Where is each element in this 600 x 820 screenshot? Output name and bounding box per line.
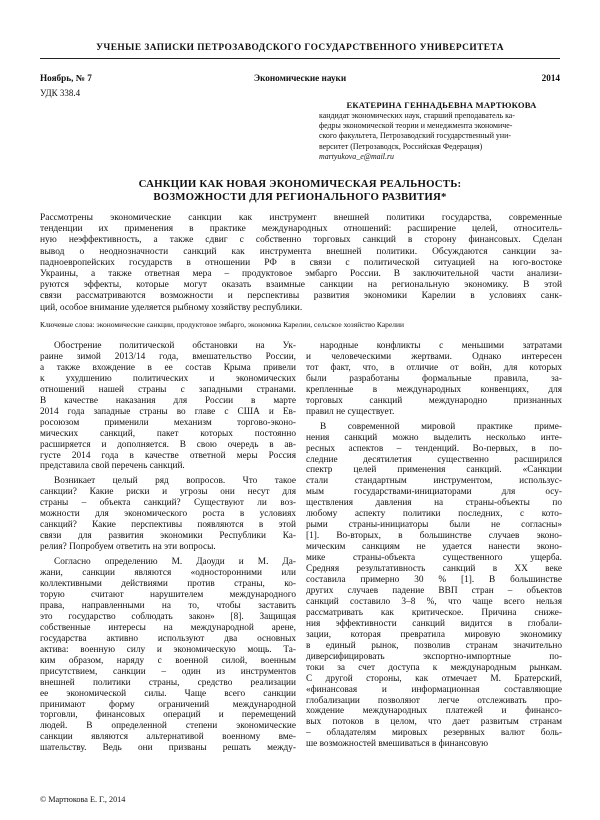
body-text-line: коллективными действиями против страны, ко- (40, 579, 296, 590)
keywords: Ключевые слова: экономические санкции, продуктовое эмбарго, экономика Карелии, сельское хозяйство Карелии (40, 320, 405, 329)
body-text-line: Обострение политической обстановки на Ук- (54, 341, 296, 351)
body-text-line: густе 2014 года в качестве ответной меры Россия (40, 450, 296, 461)
body-text-line: рассматривать как критическое. Причина сниже- (306, 607, 562, 618)
body-text-line: мических санкций, пакет которых постоянно (40, 428, 296, 439)
body-text-line: других случаев падение ВВП стран – объектов (306, 585, 562, 596)
body-text-line: страны – объекта санкций? Существуют ли воз- (40, 498, 296, 509)
copyright-notice: © Мартюкова Е. Г., 2014 (40, 795, 126, 804)
body-text-line: актива: военную силу и экономическую мощь. Та- (40, 644, 296, 655)
body-text-line: ществления давления на страны-объекты по (306, 498, 562, 509)
body-text-line: Согласно определению М. Даоуди и М. Да- (54, 557, 296, 568)
author-email: martyukova_e@mail.ru (319, 151, 394, 161)
body-text-line: ния эффективности санкций видится в глобали- (306, 618, 562, 629)
issue-line (40, 73, 560, 85)
abstract-line: Украины, а также ответная мера – продуктовое эмбарго России. В заключительной части анализи- (40, 269, 562, 280)
body-text-line: стали стандартным инструментом, использус- (306, 476, 562, 487)
body-text-line: нения санкций можно выделить несколько инте- (306, 432, 562, 443)
body-text-line: правил не существует. (306, 406, 395, 417)
body-text-line: можности для экономического роста в условиях (40, 509, 296, 520)
body-text-line: крепленные в международных конвенциях, для (306, 384, 562, 395)
body-text-line: внешней политики страны, средство реализации (40, 677, 296, 688)
body-text-line: это государство соблюдать закон» [8]. Защищая (40, 611, 296, 622)
body-text-line: зации, которая превратила мировую экономику (306, 629, 562, 640)
abstract-line: ную неэффективность, а также сдвиг с собственно торговых санкций в сторону финансовых. Сделан (40, 235, 562, 246)
body-text-line: ким образом, наряду с военной силой, военным (40, 655, 296, 666)
author-block (319, 100, 564, 162)
body-text-line: торговли, финансовых операций и перемещений (40, 710, 296, 721)
body-text-line: диверсифицировать экспортно-импортные по- (306, 651, 562, 662)
body-text-line: торую считают нарушителем международного (40, 589, 296, 600)
body-text-line: С другой стороны, как отмечает М. Братерский, (306, 673, 562, 684)
body-text-line: росоюзом применили механизм торгово-эконо- (40, 417, 296, 428)
body-text-line: любому аспекту политики последних, с кото- (306, 509, 562, 520)
body-text-line: связи для развития экономики Республики Ка- (40, 531, 296, 542)
body-text-line: и человеческими жертвами. Однако интересен (306, 351, 562, 362)
author-name: ЕКАТЕРИНА ГЕННАДЬЕВНА МАРТЮКОВА (346, 100, 537, 110)
body-text-line: ее экономической силы. Чаще всего санкции (40, 688, 296, 699)
issue-number: Ноябрь, № 7 (40, 73, 92, 83)
abstract-line: связи рассматриваются возможности и перспективы развития экономики Карелии в условиях санк- (40, 291, 562, 302)
abstract-line: тенденции их применения в практике международных отношений: расширение целей, относитель- (40, 224, 562, 235)
body-text-line: народные конфликты с меньшими затратами (320, 341, 562, 351)
body-text-line: мым государствами-инициаторами для осу- (306, 487, 562, 498)
body-text-line: жани, санкции являются «односторонними или (40, 568, 296, 579)
abstract-line: руются эффекты, которые могут оказать взаимные санкции на региональную экономику. В этой (40, 280, 562, 291)
author-affiliation-line: ского факультета, Петрозаводский государственный уни- (319, 131, 511, 141)
body-text-line: в единый рынок, позволив странам значительно (306, 640, 562, 651)
article-title-line: ВОЗМОЖНОСТИ ДЛЯ РЕГИОНАЛЬНОГО РАЗВИТИЯ* (153, 190, 447, 203)
body-text-line: санкций? Какие перспективы появляются в этой (40, 520, 296, 531)
section-name: Экономические науки (253, 73, 347, 83)
article-title (60, 178, 540, 203)
body-text-line: тот факт, что, в отличие от войн, для которых (306, 362, 562, 373)
body-text-line: хождение международных платежей и финансо- (306, 706, 562, 717)
body-text-line: к ухудшению политических и экономических (40, 373, 296, 384)
body-text-line: Возникает целый ряд вопросов. Что такое (54, 476, 296, 487)
article-title-line: САНКЦИИ КАК НОВАЯ ЭКОНОМИЧЕСКАЯ РЕАЛЬНОСТЬ: (138, 178, 462, 190)
body-text-line: В современной мировой практике приме- (320, 421, 562, 432)
abstract-line: вывод о неоднозначности санкций как инструмента внешней политики. Обсуждаются санкции за- (40, 246, 562, 257)
body-text-line: [1]. Во-вторых, в большинстве случаев эконо- (306, 531, 562, 542)
body-text-line: Средняя результативность санкций в XX веке (306, 564, 562, 575)
body-text-line: спектр целей применения санкций. «Санкции (306, 465, 562, 476)
body-text-line: присутствием, санкции – один из инструментов (40, 666, 296, 677)
body-text-line: В качестве наказания для России в марте (40, 395, 296, 406)
abstract-line: Рассмотрены экономические санкции как инструмент внешней политики государства, современные (40, 213, 562, 223)
body-text-line: «финансовая и информационная составляющие (306, 684, 562, 695)
udc-code: УДК 338.4 (40, 88, 81, 98)
author-affiliation-line: кандидат экономических наук, старший преподаватель ка- (319, 111, 515, 120)
body-text-line: следние десятилетия существенно расширился (306, 454, 562, 465)
body-text-line: релия? Попробуем ответить на эти вопросы. (40, 542, 216, 553)
abstract-line: падноевропейских государств в отношении РФ в связи с политической ситуацией на юго-востоке (40, 257, 562, 268)
body-text-line: расширяется и дополняется. В свою очередь в ав- (40, 439, 296, 450)
body-text-line: права, направленными на то, чтобы заставить (40, 600, 296, 611)
body-text-line: составила примерно 30 % [1]. В большинстве (306, 575, 562, 586)
body-text-line: собственные интересы на международной арене, (40, 622, 296, 633)
issue-year: 2014 (541, 73, 560, 83)
body-text-line: людей. В определенной степени экономические (40, 721, 296, 732)
body-text-line: раине зимой 2013/14 года, вмешательство России, (40, 351, 296, 362)
body-text-line: торговых санкций международно признанных (306, 395, 562, 406)
body-text-line: рыми страны-инициаторы были не согласны» (306, 520, 562, 531)
body-text-line: а также вхождение в ее состав Крыма привели (40, 362, 296, 373)
author-affiliation-line: верситет (Петрозаводск, Российская Федерация) (319, 141, 483, 151)
body-text-line: 2014 года западные страны во главе с США и Ев- (40, 406, 296, 417)
body-text-line: санкций составило 3–8 %, что чаще всего нельзя (306, 596, 562, 607)
left-column (40, 341, 296, 754)
body-text-line: санкции? Какие риски и угрозы они несут для (40, 487, 296, 498)
body-text-line: токи за счет доступа к международным рынкам. (306, 662, 562, 673)
body-text-line: мике страны-объекта существенного ущерба. (306, 553, 562, 564)
body-text-line: – обладателям мировых резервных валют боль- (306, 728, 562, 739)
header-rule (40, 58, 560, 59)
body-text-line: глобализации позволяют легче отслеживать про- (306, 695, 562, 706)
body-text-line: принимают форму ограничений международной (40, 699, 296, 710)
body-text-line: отношений нашей страны с западными странами. (40, 384, 296, 395)
abstract-line: ций, особое внимание уделяется рыбному хозяйству республики. (40, 302, 303, 313)
right-column (306, 341, 562, 750)
abstract (40, 213, 562, 314)
body-text-line: мическим санкциям не удается нанести эконо- (306, 542, 562, 553)
body-text-line: государства активно используют два основных (40, 633, 296, 644)
journal-title: УЧЕНЫЕ ЗАПИСКИ ПЕТРОЗАВОДСКОГО ГОСУДАРСТВЕННОГО УНИВЕРСИТЕТА (96, 43, 504, 53)
body-text-line: ше возможностей вмешиваться в финансовую (306, 739, 489, 750)
body-text-line: вых потоков в целом, что дает развитым странам (306, 717, 562, 728)
body-text-line: были разработаны формальные правила, за- (306, 373, 562, 384)
author-affiliation (319, 111, 564, 162)
body-text-line: ресных аспектов – тенденций. Во-первых, в по- (306, 443, 562, 454)
body-text-line: санкции являются альтернативой военному вме- (40, 732, 296, 743)
author-affiliation-line: федры экономической теории и менеджмента экономиче- (319, 121, 513, 131)
body-text-line: представила свой перечень санкций. (40, 461, 185, 472)
body-text-line: шательству. Ведь они призваны решать между- (40, 743, 296, 754)
